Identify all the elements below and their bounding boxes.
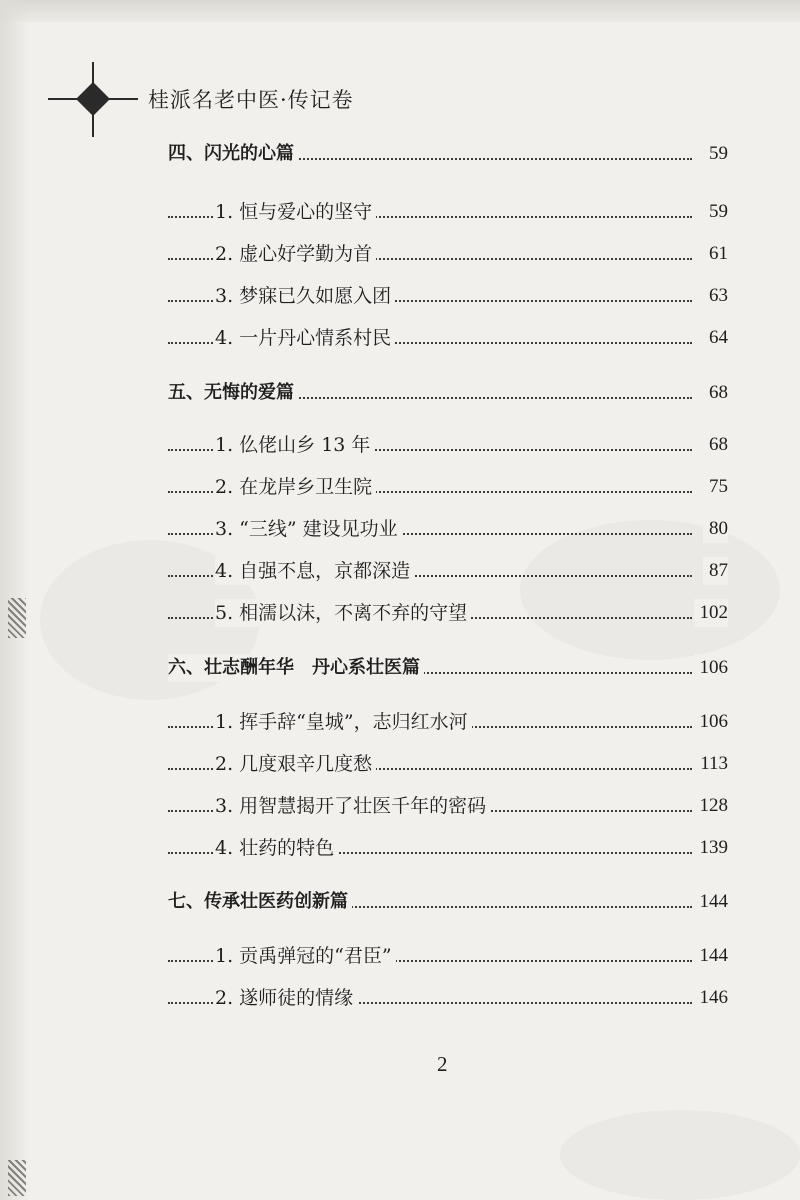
- toc-entry-page: 106: [694, 654, 729, 682]
- toc-entry: [168, 557, 728, 585]
- toc-entry-title: 3. 用智慧揭开了壮医千年的密码: [215, 792, 490, 820]
- toc-entry-title: 1. 贡禹弹冠的“君臣”: [215, 942, 396, 970]
- scan-speckle: [8, 1160, 26, 1196]
- toc-entry-title: 1. 恒与爱心的坚守: [215, 198, 376, 226]
- toc-entry-title: 5. 相濡以沫，不离不弃的守望: [215, 599, 471, 627]
- toc-entry: [168, 240, 728, 268]
- toc-entry-title: 2. 虚心好学勤为首: [215, 240, 376, 268]
- toc-entry-title: 四、闪光的心篇: [168, 140, 298, 168]
- toc-section-entry: [168, 140, 728, 168]
- toc-entry-title: 2. 在龙岸乡卫生院: [215, 473, 376, 501]
- toc-entry-title: 2. 遂师徒的情缘: [215, 984, 357, 1012]
- toc-entry-title: 4. 自强不息，京都深造: [215, 557, 414, 585]
- toc-entry: [168, 431, 728, 459]
- toc-entry-title: 五、无悔的爱篇: [168, 379, 298, 407]
- toc-entry-page: 64: [703, 324, 728, 352]
- toc-entry-page: 75: [703, 473, 728, 501]
- toc-entry-title: 4. 一片丹心情系村民: [215, 324, 395, 352]
- scan-speckle: [8, 598, 26, 638]
- toc-entry-title: 1. 挥手辞“皇城”，志归红水河: [215, 708, 472, 736]
- toc-entry: [168, 473, 728, 501]
- toc-entry-page: 128: [694, 792, 729, 820]
- page-top-shadow: [0, 0, 800, 22]
- toc-entry: [168, 834, 728, 862]
- toc-entry: [168, 792, 728, 820]
- toc-entry-page: 59: [703, 140, 728, 168]
- page-number: 2: [437, 1052, 448, 1076]
- toc-entry-page: 63: [703, 282, 728, 310]
- toc-entry-page: 144: [694, 888, 729, 916]
- toc-entry-page: 106: [694, 708, 729, 736]
- toc-entry-title: 3. 梦寐已久如愿入团: [215, 282, 395, 310]
- toc-entry-page: 59: [703, 198, 728, 226]
- toc-entry: [168, 984, 728, 1012]
- toc-entry-page: 146: [694, 984, 729, 1012]
- diamond-ornament-icon: [48, 62, 138, 137]
- toc-entry-title: 七、传承壮医药创新篇: [168, 888, 352, 916]
- toc-entry-title: 六、壮志酬年华 丹心系壮医篇: [168, 654, 424, 682]
- toc-entry-page: 61: [703, 240, 728, 268]
- toc-entry-page: 87: [703, 557, 728, 585]
- toc-entry-title: 1. 仫佬山乡 13 年: [215, 431, 374, 459]
- toc-entry-page: 102: [694, 599, 729, 627]
- toc-entry: [168, 515, 728, 543]
- toc-entry: [168, 324, 728, 352]
- toc-entry-page: 80: [703, 515, 728, 543]
- toc-entry: [168, 198, 728, 226]
- toc-entry: [168, 942, 728, 970]
- toc-entry: [168, 282, 728, 310]
- toc-section-entry: [168, 654, 728, 682]
- toc-entry-title: 2. 几度艰辛几度愁: [215, 750, 376, 778]
- toc-entry-page: 68: [703, 431, 728, 459]
- running-head: 桂派名老中医·传记卷: [148, 88, 354, 112]
- toc-entry-page: 113: [694, 750, 728, 778]
- toc-entry: [168, 750, 728, 778]
- toc-entry: [168, 708, 728, 736]
- bleed-through-pattern: [560, 1110, 800, 1200]
- toc-entry-title: 3. “三线” 建设见功业: [215, 515, 402, 543]
- toc-section-entry: [168, 888, 728, 916]
- toc-entry-page: 139: [694, 834, 729, 862]
- toc-section-entry: [168, 379, 728, 407]
- toc-entry-page: 144: [694, 942, 729, 970]
- toc-entry: [168, 599, 728, 627]
- toc-entry-title: 4. 壮药的特色: [215, 834, 338, 862]
- toc-entry-page: 68: [703, 379, 728, 407]
